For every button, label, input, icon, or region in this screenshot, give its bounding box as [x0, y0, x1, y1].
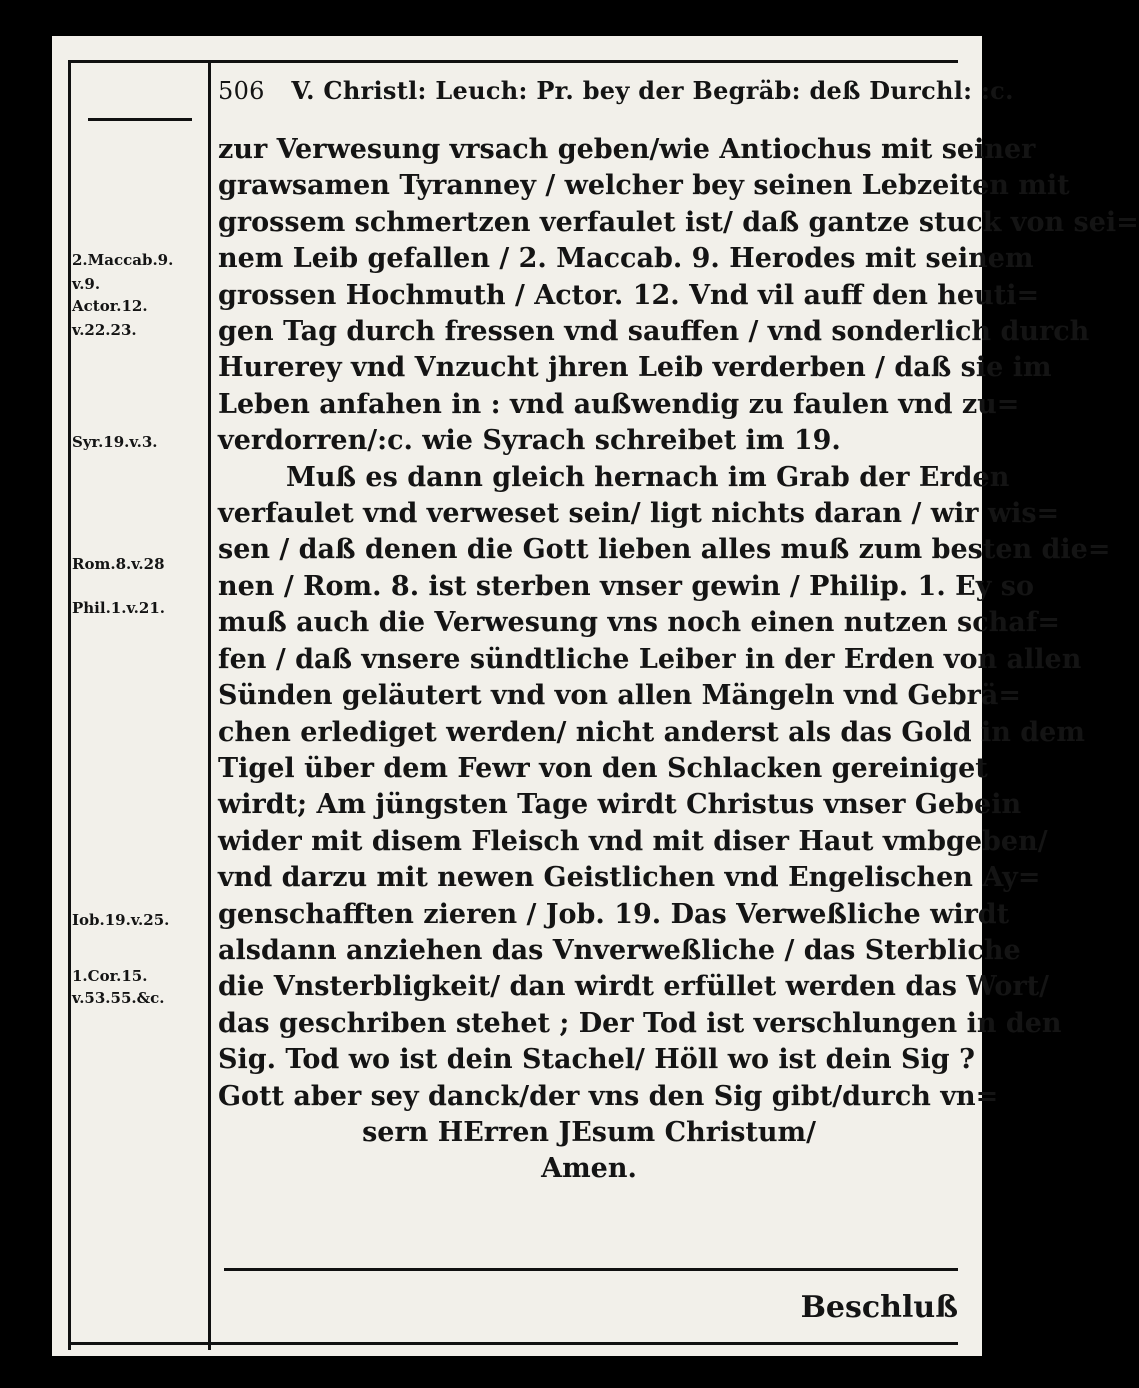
margin-ref: v.9.	[72, 275, 101, 293]
body-text	[218, 132, 1139, 1188]
text-line: zur Verwesung vrsach geben/wie Antiochus mit seiner	[218, 134, 1036, 165]
running-title: V. Christl: Leuch: Pr. bey der Begräb: deß Durchl: :c.	[291, 76, 1014, 105]
margin-ref: Iob.19.v.25.	[72, 911, 170, 929]
catchword: Beschluß	[800, 1290, 958, 1325]
margin-header-rule	[88, 118, 192, 121]
frame-top-rule	[68, 60, 958, 63]
text-line: grawsamen Tyranney / welcher bey seinen Lebzeiten mit	[218, 170, 1070, 202]
text-line: vnd darzu mit newen Geistlichen vnd Engelischen Ay=	[218, 862, 1041, 894]
frame-left-rule	[68, 60, 71, 1350]
text-line: grossem schmertzen verfaulet ist/ daß gantze stuck von sei=	[218, 206, 1139, 238]
margin-ref: v.53.55.&c.	[72, 989, 165, 1007]
amen-line: Amen.	[541, 1153, 637, 1185]
margin-column-rule	[208, 60, 211, 1350]
text-line: verdorren/:c. wie Syrach schreibet im 19.	[218, 425, 841, 457]
text-line: Sünden geläutert vnd von allen Mängeln vnd Gebrä=	[218, 680, 1021, 712]
text-line: Sig. Tod wo ist dein Stachel/ Höll wo ist dein Sig ?	[218, 1044, 975, 1076]
margin-ref: Phil.1.v.21.	[72, 599, 165, 617]
text-line: alsdann anziehen das Vnverweßliche / das Sterbliche	[218, 934, 1021, 966]
closing-line: Gott aber sey danck/der vns den Sig gibt/durch vn=	[218, 1080, 999, 1112]
margin-ref: Actor.12.	[72, 297, 148, 315]
margin-ref: 1.Cor.15.	[72, 967, 148, 985]
paragraph-start-line: Muß es dann gleich hernach im Grab der Erden	[286, 461, 1010, 493]
page-number: 506	[218, 77, 265, 105]
text-line: nem Leib gefallen / 2. Maccab. 9. Herodes mit seinem	[218, 243, 1034, 275]
margin-ref: v.22.23.	[72, 321, 137, 339]
text-line: grossen Hochmuth / Actor. 12. Vnd vil auff den heuti=	[218, 279, 1040, 311]
frame-bottom-rule	[68, 1342, 958, 1345]
text-end-rule	[224, 1268, 958, 1271]
text-line: gen Tag durch fressen vnd sauffen / vnd sonderlich durch	[218, 316, 1090, 348]
margin-ref: Syr.19.v.3.	[72, 433, 158, 451]
text-line: genschafften zieren / Job. 19. Das Verweßliche wirdt	[218, 898, 1010, 930]
text-line: Hurerey vnd Vnzucht jhren Leib verderben / daß sie im	[218, 352, 1052, 384]
text-line: das geschriben stehet ; Der Tod ist verschlungen in den	[218, 1007, 1062, 1039]
text-line: sen / daß denen die Gott lieben alles muß zum besten die=	[218, 534, 1111, 566]
text-line: wider mit disem Fleisch vnd mit diser Haut vmbgeben/	[218, 825, 1048, 857]
text-line: Leben anfahen in : vnd außwendig zu faulen vnd zu=	[218, 388, 1020, 420]
text-line: wirdt; Am jüngsten Tage wirdt Christus vnser Gebein	[218, 789, 1022, 821]
margin-ref: Rom.8.v.28	[72, 555, 165, 573]
closing-line: sern HErren JEsum Christum/	[362, 1116, 816, 1148]
running-header	[218, 76, 1014, 105]
text-line: nen / Rom. 8. ist sterben vnser gewin / Philip. 1. Ey so	[218, 570, 1035, 602]
text-line: Tigel über dem Fewr von den Schlacken gereiniget	[218, 752, 988, 784]
book-page	[52, 36, 1139, 1356]
margin-ref: 2.Maccab.9.	[72, 251, 174, 269]
text-line: muß auch die Verwesung vns noch einen nutzen schaf=	[218, 607, 1061, 639]
text-line: verfaulet vnd verweset sein/ ligt nichts daran / wir wis=	[218, 498, 1060, 530]
text-line: fen / daß vnsere sündtliche Leiber in der Erden von allen	[218, 643, 1082, 675]
text-line: chen erlediget werden/ nicht anderst als das Gold in dem	[218, 716, 1085, 748]
text-line: die Vnsterbligkeit/ dan wirdt erfüllet werden das Wort/	[218, 971, 1050, 1003]
